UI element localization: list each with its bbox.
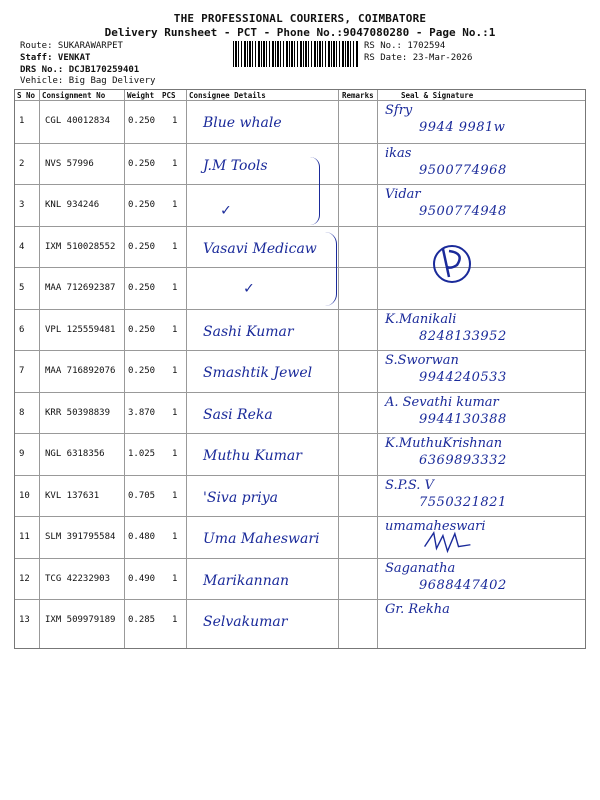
phone-handwriting: 9944240533: [419, 370, 507, 385]
serial-number: 11: [19, 532, 30, 542]
phone-handwriting: 9944 9981w: [419, 120, 506, 135]
pieces-count: 1: [172, 449, 178, 459]
table-row: [15, 101, 585, 143]
company-title: THE PROFESSIONAL COURIERS, COIMBATORE: [173, 12, 427, 25]
table-row: [15, 433, 585, 476]
signature-handwriting: Vidar: [385, 187, 421, 202]
weight-value: 0.250: [128, 158, 156, 169]
header-seal-signature: Seal & Signature: [401, 91, 474, 100]
consignment-number: TCG 42232903: [45, 573, 111, 584]
consignment-number: KNL 934246: [45, 200, 100, 210]
phone-handwriting: 9688447402: [419, 577, 507, 593]
consignment-number: NVS 57996: [45, 158, 94, 169]
barcode: [233, 41, 358, 67]
consignment-number: NGL 6318356: [45, 449, 105, 459]
seal-stamp-logo: [425, 237, 480, 289]
weight-value: 0.250: [128, 283, 156, 293]
weight-value: 0.250: [128, 200, 156, 210]
consignment-number: KRR 50398839: [45, 407, 111, 418]
consignee-handwriting: Uma Maheswari: [203, 531, 320, 547]
serial-number: 9: [19, 449, 25, 459]
serial-number: 2: [19, 158, 25, 169]
table-row: [15, 184, 585, 227]
phone-handwriting: 9500774968: [419, 162, 507, 178]
rs-date: RS Date: 23-Mar-2026: [364, 53, 473, 63]
serial-number: 6: [19, 324, 25, 335]
pieces-count: 1: [172, 283, 178, 293]
signature-handwriting: A. Sevathi kumar: [385, 394, 499, 410]
pieces-count: 1: [172, 573, 178, 584]
pieces-count: 1: [172, 116, 178, 126]
consignment-number: CGL 40012834: [45, 116, 111, 126]
pieces-count: 1: [172, 366, 178, 376]
table-row: [15, 309, 585, 352]
weight-value: 0.250: [128, 116, 156, 126]
pieces-count: 1: [172, 241, 178, 252]
table-row: [15, 392, 585, 435]
consignment-number: KVL 137631: [45, 490, 100, 501]
signature-handwriting: ikas: [385, 145, 412, 161]
signature-handwriting: umamaheswari: [385, 519, 486, 534]
consignee-handwriting: 'Siva priya: [203, 489, 279, 506]
table-row: [15, 226, 585, 269]
weight-value: 0.285: [128, 615, 156, 625]
serial-number: 4: [19, 241, 25, 252]
check-mark: ✓: [221, 200, 231, 219]
weight-value: 0.705: [128, 490, 156, 501]
table-row: [15, 350, 585, 393]
pieces-count: 1: [172, 490, 178, 501]
weight-value: 1.025: [128, 449, 156, 459]
weight-value: 3.870: [128, 407, 156, 418]
table-row: [15, 516, 585, 559]
consignee-handwriting: Sashi Kumar: [203, 323, 294, 340]
scribble-signature: [420, 527, 475, 557]
consignee-handwriting: Smashtik Jewel: [203, 365, 313, 381]
consignee-handwriting: Selvakumar: [203, 614, 288, 630]
table-row: [15, 599, 585, 642]
consignee-handwriting: Sasi Reka: [203, 406, 273, 423]
bracket-mark: [320, 232, 337, 306]
staff-label: Staff: VENKAT: [20, 53, 91, 63]
serial-number: 1: [19, 116, 25, 126]
serial-number: 13: [19, 615, 30, 625]
consignee-handwriting: Marikannan: [203, 572, 290, 589]
pieces-count: 1: [172, 532, 178, 542]
consignee-handwriting: Blue whale: [203, 115, 282, 131]
runsheet-title: Delivery Runsheet - PCT - Phone No.:9047080280 - Page No.:1: [104, 26, 496, 39]
weight-value: 0.480: [128, 532, 156, 542]
consignment-number: MAA 712692387: [45, 283, 116, 293]
phone-handwriting: 6369893332: [419, 453, 507, 468]
header-pcs: PCS: [162, 91, 176, 100]
serial-number: 5: [19, 283, 25, 293]
vehicle-label: Vehicle: Big Bag Delivery: [20, 76, 156, 86]
rs-number: RS No.: 1702594: [364, 41, 446, 51]
signature-handwriting: Gr. Rekha: [385, 602, 450, 617]
table-row: [15, 475, 585, 518]
serial-number: 7: [19, 366, 25, 376]
signature-handwriting: Sfry: [385, 103, 413, 118]
consignment-number: MAA 716892076: [45, 366, 116, 376]
phone-handwriting: 7550321821: [419, 494, 507, 510]
pieces-count: 1: [172, 324, 178, 335]
check-mark: ✓: [244, 278, 254, 297]
phone-handwriting: 9944130388: [419, 411, 507, 427]
bracket-mark: [305, 157, 320, 225]
weight-value: 0.250: [128, 366, 156, 376]
header-weight: Weight: [127, 91, 155, 100]
signature-handwriting: Saganatha: [385, 560, 456, 576]
route-label: Route: SUKARAWARPET: [20, 41, 123, 51]
signature-handwriting: S.P.S. V: [385, 477, 434, 493]
weight-value: 0.490: [128, 573, 156, 584]
weight-value: 0.250: [128, 241, 156, 252]
pieces-count: 1: [172, 407, 178, 418]
drs-label: DRS No.: DCJB170259401: [20, 65, 140, 75]
pieces-count: 1: [172, 158, 178, 169]
signature-handwriting: K.MuthuKrishnan: [385, 436, 503, 451]
signature-handwriting: K.Manikali: [385, 311, 457, 327]
serial-number: 12: [19, 573, 30, 584]
consignment-number: IXM 510028552: [45, 241, 116, 252]
consignment-number: IXM 509979189: [45, 615, 116, 625]
consignee-handwriting: Vasavi Medicaw: [203, 240, 317, 257]
table-row: [15, 267, 585, 310]
header-consignee: Consignee Details: [189, 91, 266, 100]
pieces-count: 1: [172, 615, 178, 625]
consignee-handwriting: Muthu Kumar: [203, 448, 302, 464]
serial-number: 10: [19, 490, 30, 501]
header-consignment: Consignment No: [42, 91, 106, 100]
consignee-handwriting: J.M Tools: [203, 157, 268, 174]
consignment-number: SLM 391795584: [45, 532, 116, 542]
phone-handwriting: 8248133952: [419, 328, 507, 344]
signature-handwriting: S.Sworwan: [385, 353, 459, 368]
consignment-number: VPL 125559481: [45, 324, 116, 335]
phone-handwriting: 9500774948: [419, 204, 507, 219]
table-row: [15, 558, 585, 601]
header-remarks: Remarks: [342, 91, 374, 100]
runsheet-table: [14, 89, 586, 649]
serial-number: 8: [19, 407, 25, 418]
weight-value: 0.250: [128, 324, 156, 335]
pieces-count: 1: [172, 200, 178, 210]
header-sno: S No: [17, 91, 36, 100]
table-row: [15, 143, 585, 186]
serial-number: 3: [19, 200, 25, 210]
